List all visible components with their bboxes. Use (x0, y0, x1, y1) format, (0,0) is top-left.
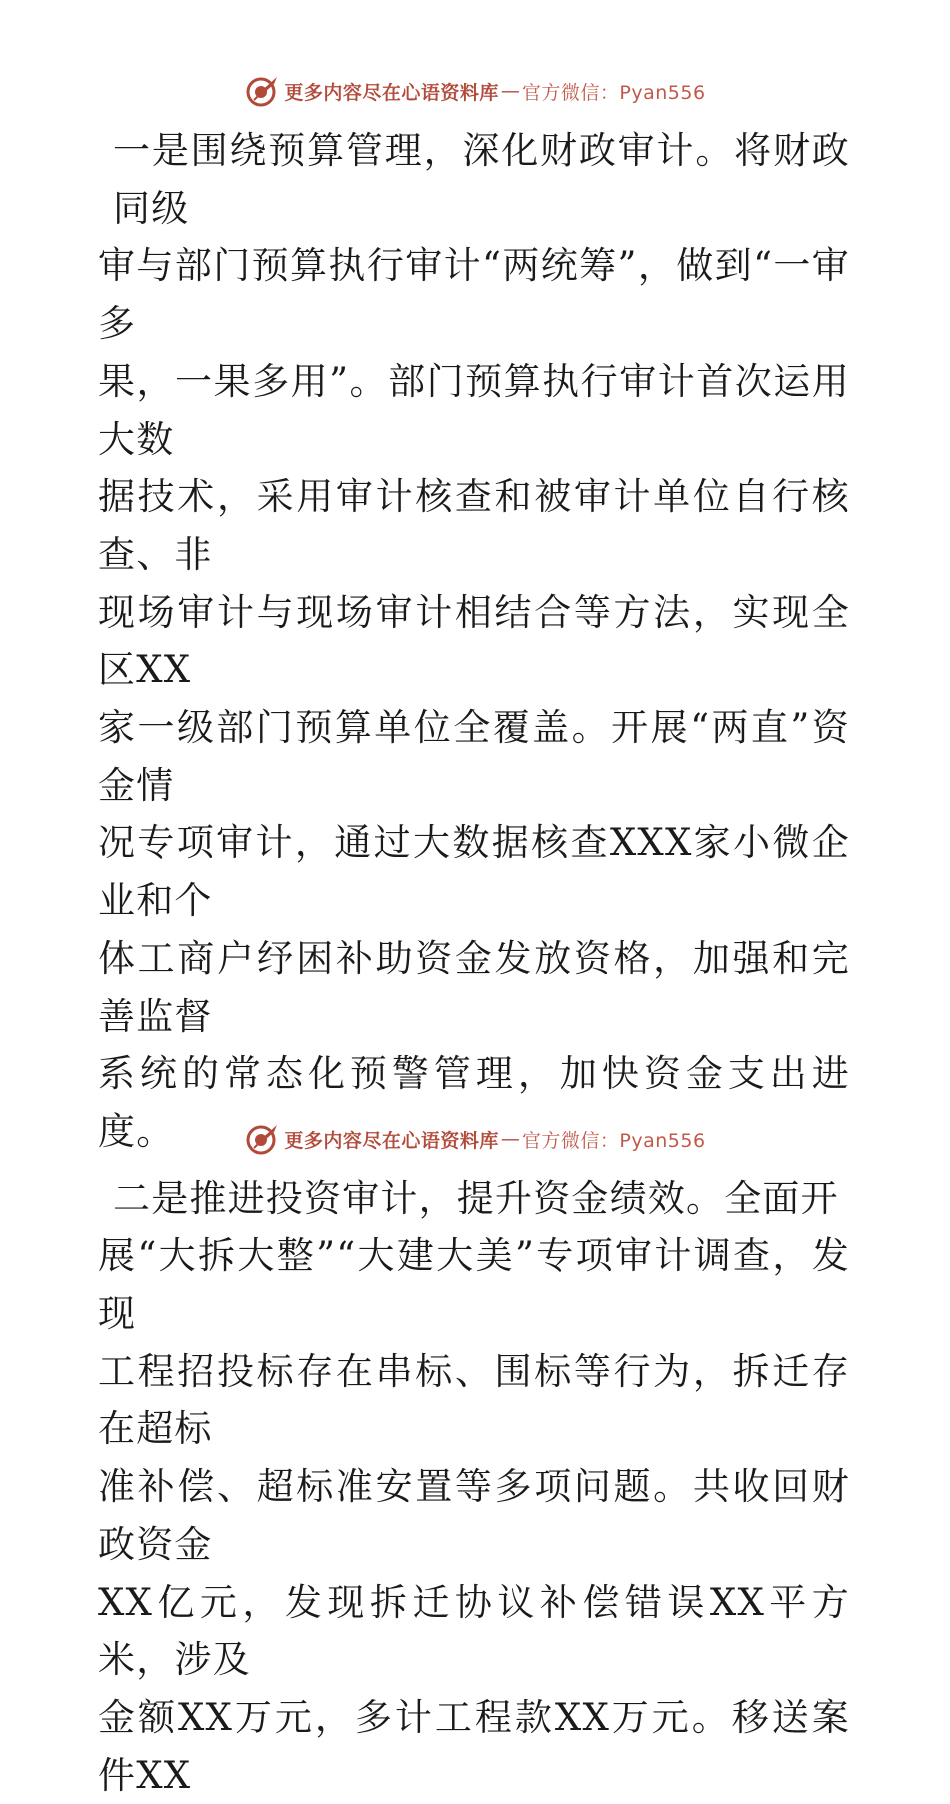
paragraph-line: 工程招投标存在串标、围标等行为，拆迁存在超标 (98, 1349, 850, 1451)
paragraph-budget-audit (98, 122, 850, 1161)
banner-title: 更多内容尽在心语资料库 (284, 81, 499, 104)
paragraph-line: 准补偿、超标准安置等多项问题。共收回财政资金 (98, 1465, 850, 1566)
quill-pen-logo-icon (244, 74, 280, 108)
quill-pen-logo-icon (244, 1122, 280, 1156)
paragraph-line: 据技术，采用审计核查和被审计单位自行核查、非 (98, 475, 850, 576)
paragraph-investment-audit (98, 1170, 850, 1804)
header-banner (0, 71, 950, 111)
paragraph-line: 一是围绕预算管理，深化财政审计。将财政同级 (113, 129, 850, 230)
banner-dash: — (500, 80, 520, 102)
paragraph-line: 体工商户纾困补助资金发放资格，加强和完善监督 (98, 936, 850, 1038)
paragraph-line: 果，一果多用”。部门预算执行审计首次运用大数 (98, 359, 850, 461)
paragraph-line: 审与部门预算执行审计“两统筹”，做到“一审多 (98, 244, 850, 346)
document-body (98, 122, 850, 1804)
paragraph-line: 家一级部门预算单位全覆盖。开展“两直”资金情 (98, 706, 850, 807)
paragraph-line: 展“大拆大整”“大建大美”专项审计调查，发现 (98, 1234, 850, 1336)
paragraph-line: 况专项审计，通过大数据核查XXX家小微企业和个 (98, 821, 850, 923)
paragraph-line: 系统的常态化预警管理，加快资金支出进度。 (98, 1052, 850, 1153)
paragraph-line: 金额XX万元，多计工程款XX万元。移送案件XX (98, 1695, 850, 1797)
paragraph-line: 现场审计与现场审计相结合等方法，实现全区XX (98, 590, 850, 692)
banner-dash: — (500, 1128, 520, 1150)
banner-title: 更多内容尽在心语资料库 (284, 1129, 499, 1152)
footer-banner (0, 1119, 950, 1159)
banner-wechat: 官方微信：Pyan556 (521, 1129, 706, 1152)
paragraph-line: 二是推进投资审计，提升资金绩效。全面开 (113, 1176, 839, 1220)
banner-wechat: 官方微信：Pyan556 (521, 81, 706, 104)
paragraph-line: XX亿元，发现拆迁协议补偿错误XX平方米，涉及 (98, 1580, 850, 1682)
